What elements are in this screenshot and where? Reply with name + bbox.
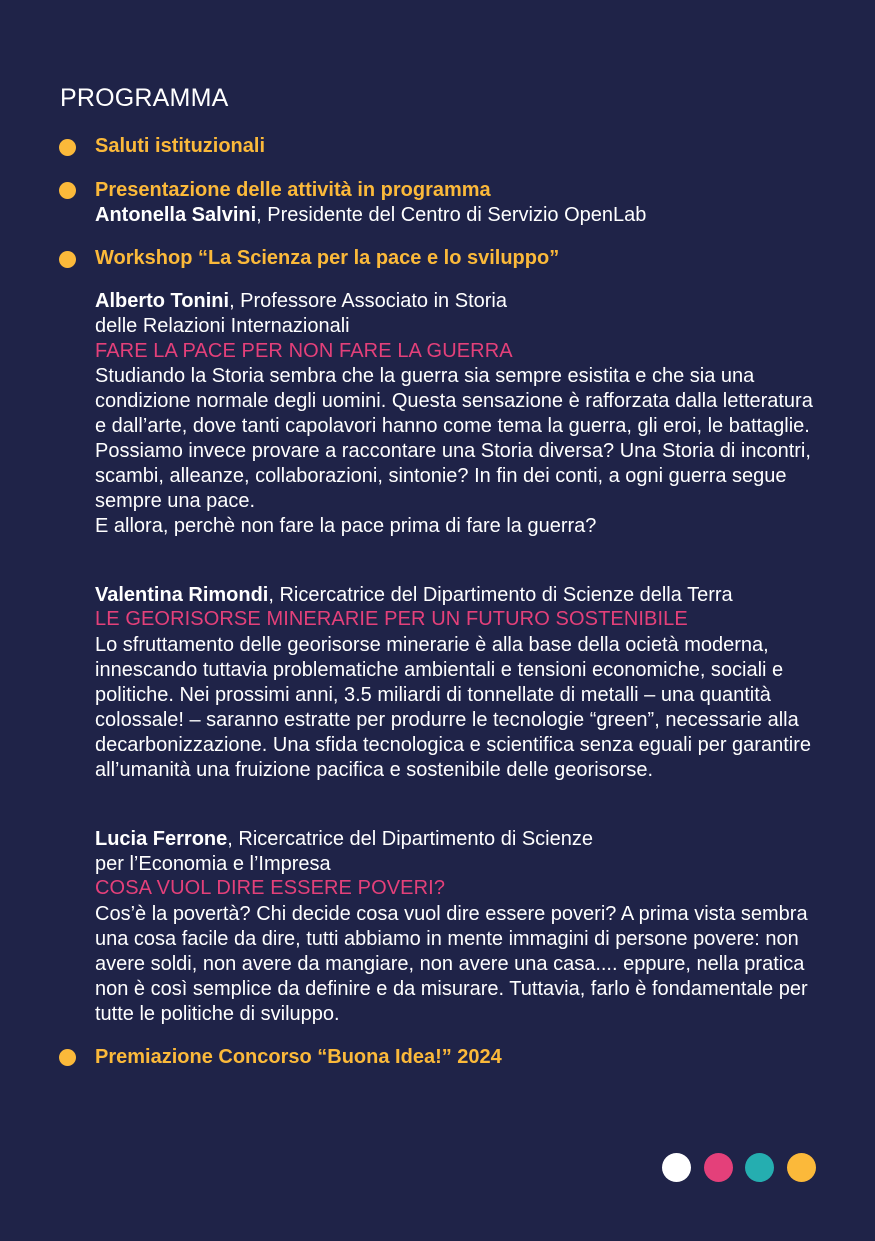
- speaker-role-line2: per l’Economia e l’Impresa: [95, 853, 331, 875]
- talk-description: [95, 633, 815, 783]
- white-dot-icon: [662, 1153, 691, 1182]
- speaker-role-line2: delle Relazioni Internazionali: [95, 315, 350, 337]
- bullet-icon: [59, 182, 76, 199]
- paragraph: Possiamo invece provare a raccontare una Storia diversa? Una Storia di incontri, scambi, alleanze, collaborazioni, sintonie? In fin dei conti, a ogni guerra segue sempre una pace.: [95, 440, 811, 512]
- paragraph: Studiando la Storia sembra che la guerra sia sempre esistita e che sia una condizione normale degli uomini. Questa sensazione è rafforzata dalla letteratura e dall’arte, dove tanti capolavori hanno come tema la guerra, gli eroi, le battaglie.: [95, 365, 813, 437]
- item-title-workshop: Workshop “La Scienza per la pace e lo sviluppo”: [95, 247, 560, 269]
- item-title-premiazione: Premiazione Concorso “Buona Idea!” 2024: [95, 1046, 502, 1068]
- bullet-icon: [59, 251, 76, 268]
- speaker-role: , Presidente del Centro di Servizio OpenLab: [256, 204, 647, 226]
- speaker-line: [95, 827, 593, 852]
- item-title-saluti: Saluti istituzionali: [95, 135, 266, 157]
- speaker-name: Antonella Salvini: [95, 204, 257, 226]
- paragraph: Cos’è la povertà? Chi decide cosa vuol dire essere poveri? A prima vista sembra una cosa facile da dire, tutti abbiamo in mente immagini di persone povere: non avere soldi, non avere da mangiare, non avere una casa.... eppure, nella pratica non è così semplice da definire e da misurare. Tuttavia, farlo è fondamentale per tutte le politiche di sviluppo.: [95, 903, 808, 1025]
- talk-description: [95, 364, 815, 539]
- speaker-role: , Professore Associato in Storia: [229, 290, 507, 312]
- speaker-name: Valentina Rimondi: [95, 584, 269, 606]
- yellow-dot-icon: [787, 1153, 816, 1182]
- paragraph: Lo sfruttamento delle georisorse minerarie è alla base della ocietà moderna, innescando tuttavia problematiche ambientali e tensioni economiche, sociali e politiche. Nei prossimi anni, 3.5 miliardi di tonnellate di metalli – una quantità colossale! – saranno estratte per produrre le tecnologie “green”, necessarie alla decarbonizzazione. Una sfida tecnologica e scientifica senza eguali per garantire all’umanità una fruizione pacifica e sostenibile delle georisorse.: [95, 634, 811, 781]
- bullet-icon: [59, 1049, 76, 1066]
- speaker-line: [95, 203, 646, 228]
- paragraph: E allora, perchè non fare la pace prima di fare la guerra?: [95, 515, 597, 537]
- speaker-role: , Ricercatrice del Dipartimento di Scienze della Terra: [268, 584, 733, 606]
- item-title-presentazione: Presentazione delle attività in programma: [95, 179, 491, 201]
- page-title: PROGRAMMA: [60, 84, 229, 112]
- talk-title: FARE LA PACE PER NON FARE LA GUERRA: [95, 340, 513, 362]
- speaker-role: , Ricercatrice del Dipartimento di Scienze: [227, 828, 593, 850]
- talk-title: COSA VUOL DIRE ESSERE POVERI?: [95, 877, 446, 899]
- speaker-line: [95, 583, 733, 608]
- talk-title: LE GEORISORSE MINERARIE PER UN FUTURO SOSTENIBILE: [95, 608, 688, 630]
- speaker-name: Alberto Tonini: [95, 290, 230, 312]
- talk-description: [95, 902, 815, 1027]
- pink-dot-icon: [704, 1153, 733, 1182]
- bullet-icon: [59, 139, 76, 156]
- teal-dot-icon: [745, 1153, 774, 1182]
- speaker-name: Lucia Ferrone: [95, 828, 228, 850]
- speaker-line: [95, 289, 507, 314]
